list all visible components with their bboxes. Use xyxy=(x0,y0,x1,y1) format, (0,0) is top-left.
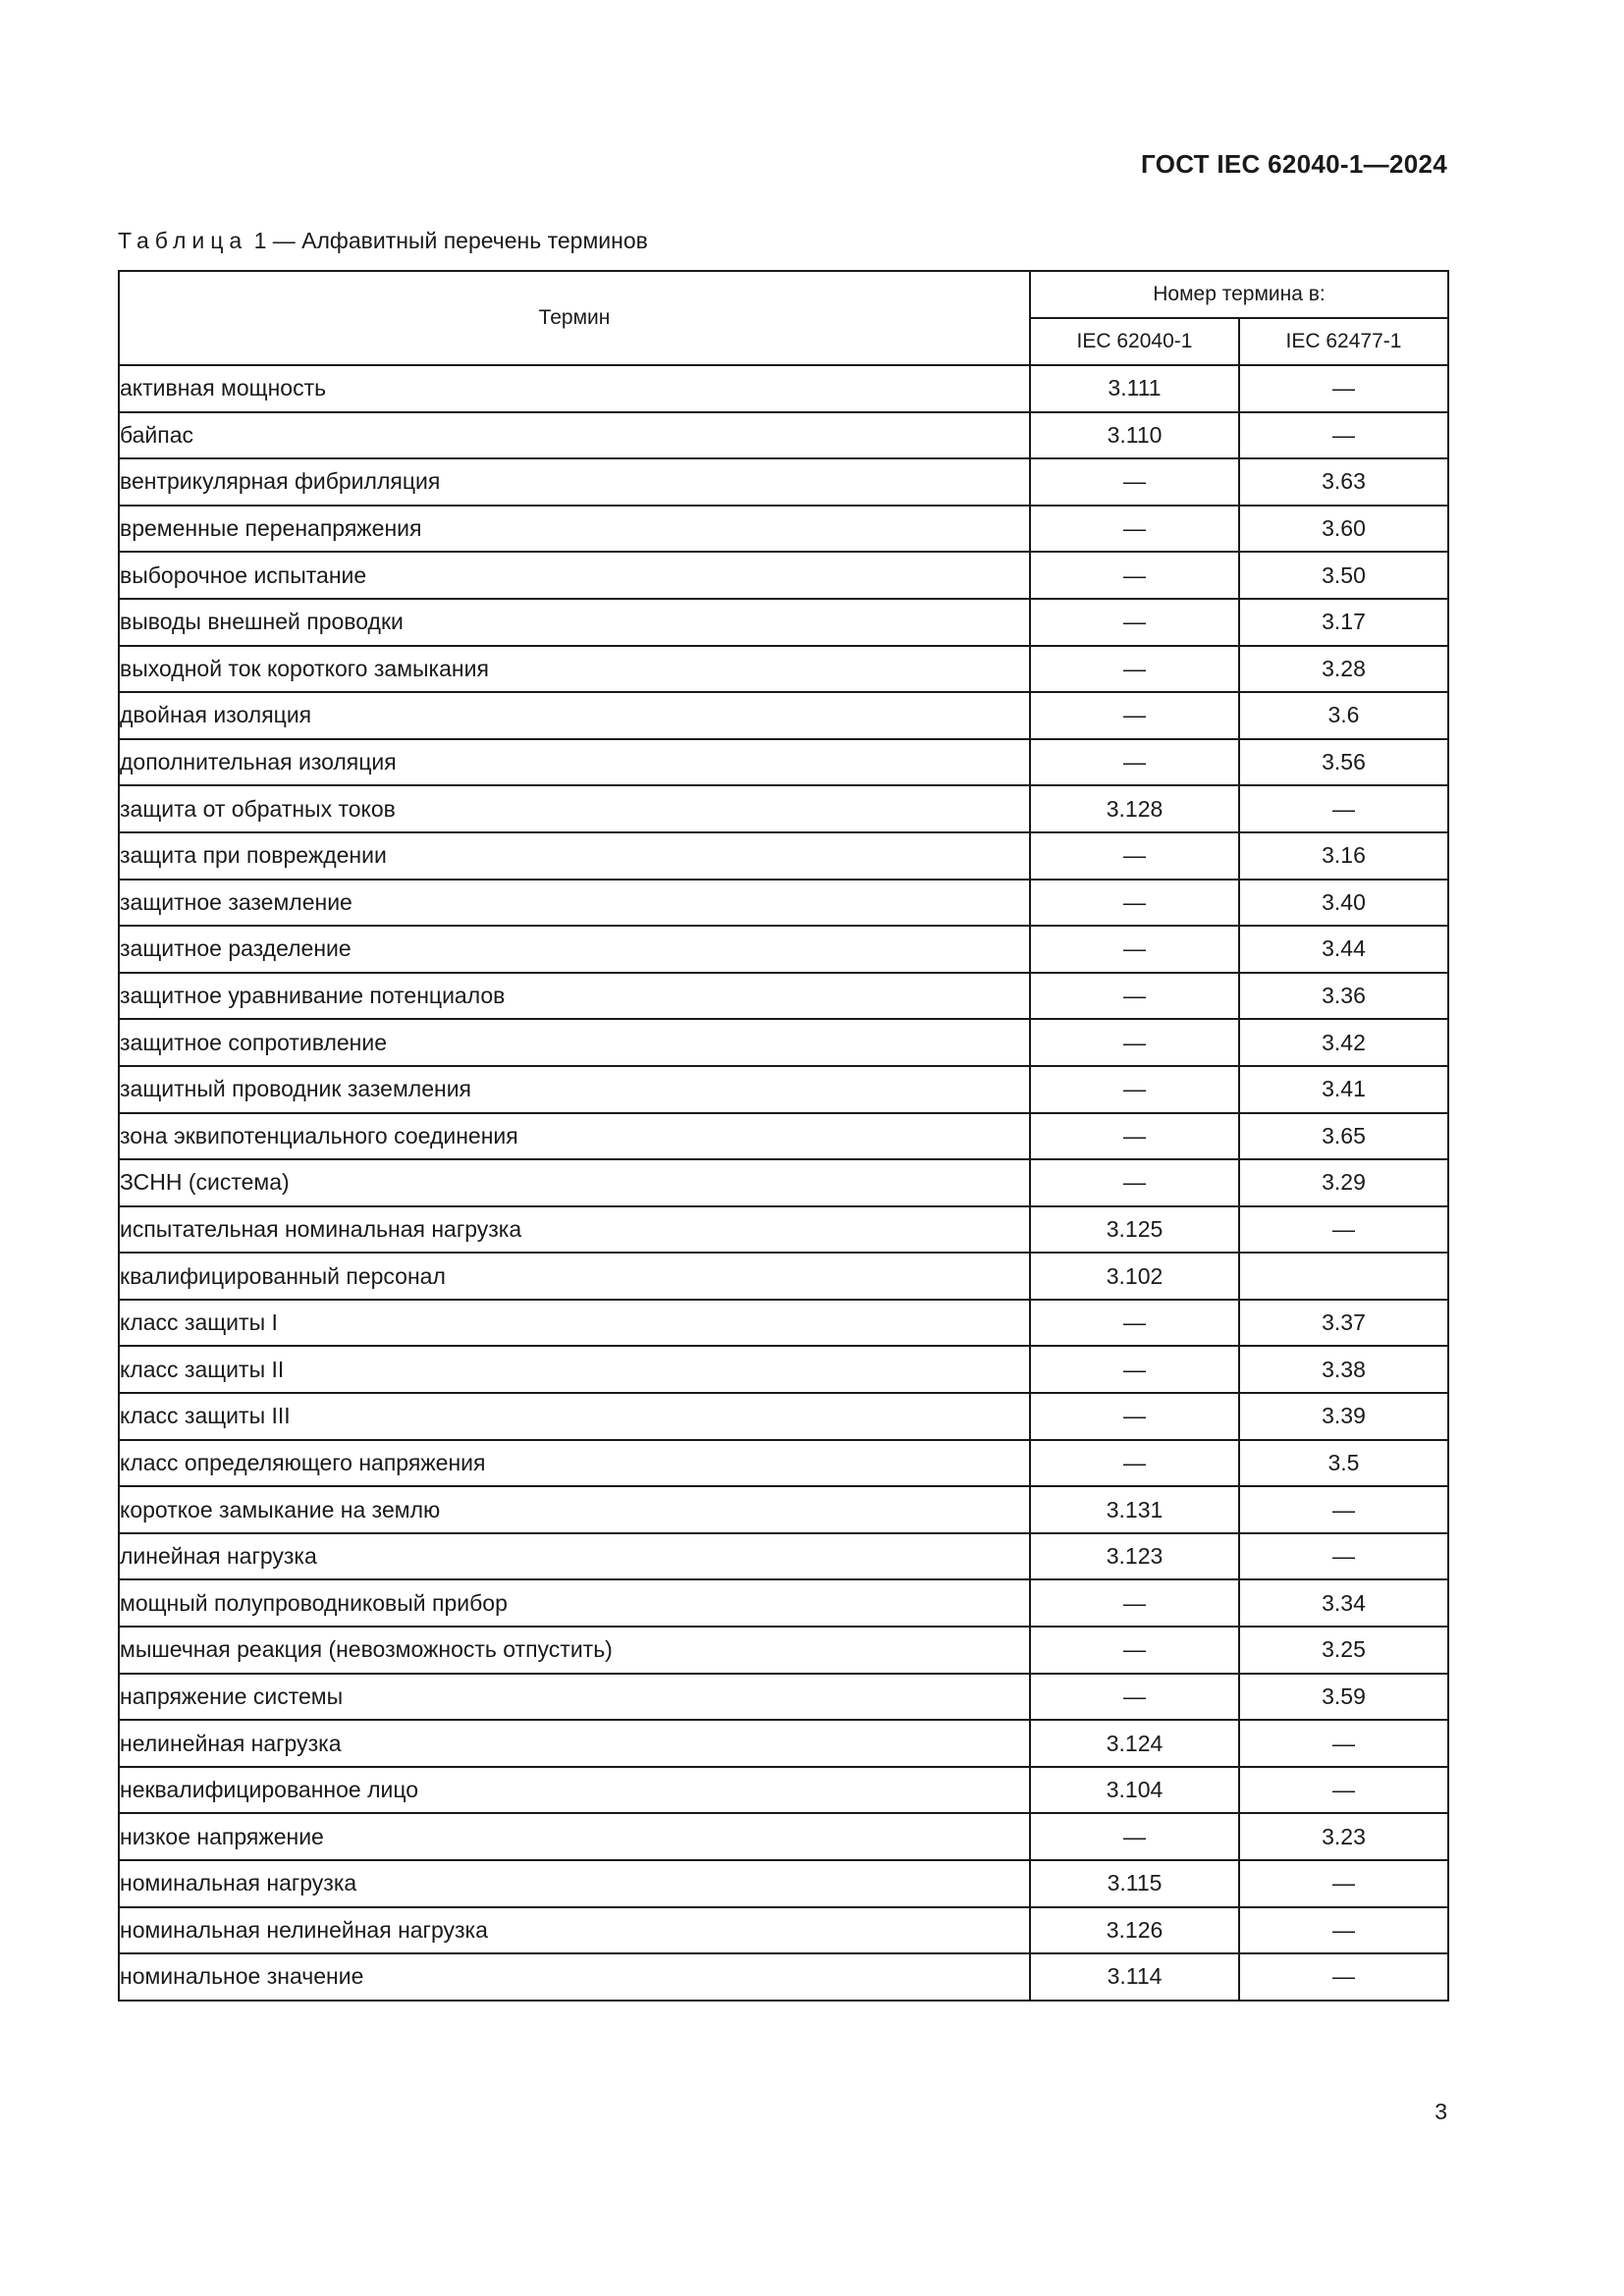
table-row xyxy=(119,926,1448,973)
table-row xyxy=(119,1206,1448,1254)
iec-62040-1-cell: — xyxy=(1030,1300,1239,1347)
table-row xyxy=(119,1253,1448,1300)
iec-62477-1-cell: — xyxy=(1239,785,1448,832)
table-row xyxy=(119,1159,1448,1206)
iec-62477-1-cell: 3.44 xyxy=(1239,926,1448,973)
iec-62040-1-cell: — xyxy=(1030,1674,1239,1721)
term-cell: класс защиты I xyxy=(119,1300,1030,1347)
iec-62040-1-cell: — xyxy=(1030,1019,1239,1066)
term-cell: защитное уравнивание потенциалов xyxy=(119,973,1030,1020)
table-row xyxy=(119,1813,1448,1860)
iec-62040-1-cell: — xyxy=(1030,1579,1239,1627)
term-cell: вентрикулярная фибрилляция xyxy=(119,458,1030,506)
term-cell: зона эквипотенциального соединения xyxy=(119,1113,1030,1160)
term-cell: испытательная номинальная нагрузка xyxy=(119,1206,1030,1254)
iec-62477-1-cell: — xyxy=(1239,1953,1448,2001)
iec-62477-1-cell: — xyxy=(1239,1533,1448,1580)
term-cell: номинальная нелинейная нагрузка xyxy=(119,1907,1030,1954)
table-row xyxy=(119,1346,1448,1393)
term-cell: защитное разделение xyxy=(119,926,1030,973)
iec-62040-1-cell: — xyxy=(1030,880,1239,927)
iec-62477-1-cell: 3.16 xyxy=(1239,832,1448,880)
terms-table xyxy=(118,270,1449,2002)
table-row xyxy=(119,1393,1448,1440)
iec-62477-1-cell: 3.40 xyxy=(1239,880,1448,927)
term-cell: защитное заземление xyxy=(119,880,1030,927)
term-cell: выходной ток короткого замыкания xyxy=(119,646,1030,693)
iec-62477-1-cell: 3.34 xyxy=(1239,1579,1448,1627)
column-header-iec-62040-1: IEC 62040-1 xyxy=(1030,318,1239,365)
term-cell: временные перенапряжения xyxy=(119,506,1030,553)
table-row xyxy=(119,1440,1448,1487)
iec-62040-1-cell: — xyxy=(1030,458,1239,506)
iec-62040-1-cell: 3.125 xyxy=(1030,1206,1239,1254)
term-cell: класс определяющего напряжения xyxy=(119,1440,1030,1487)
table-body xyxy=(119,365,1448,2001)
table-caption-label: Таблица xyxy=(118,228,248,253)
iec-62040-1-cell: — xyxy=(1030,646,1239,693)
term-cell: выводы внешней проводки xyxy=(119,599,1030,646)
iec-62040-1-cell: — xyxy=(1030,739,1239,786)
iec-62477-1-cell: 3.42 xyxy=(1239,1019,1448,1066)
iec-62477-1-cell: 3.37 xyxy=(1239,1300,1448,1347)
iec-62040-1-cell: 3.114 xyxy=(1030,1953,1239,2001)
iec-62477-1-cell: — xyxy=(1239,412,1448,459)
iec-62040-1-cell: 3.115 xyxy=(1030,1860,1239,1907)
term-cell: номинальная нагрузка xyxy=(119,1860,1030,1907)
table-row xyxy=(119,1720,1448,1767)
term-cell: защита от обратных токов xyxy=(119,785,1030,832)
iec-62477-1-cell: 3.17 xyxy=(1239,599,1448,646)
iec-62040-1-cell: — xyxy=(1030,832,1239,880)
iec-62040-1-cell: — xyxy=(1030,1159,1239,1206)
table-row xyxy=(119,365,1448,412)
table-row xyxy=(119,1907,1448,1954)
iec-62040-1-cell: 3.124 xyxy=(1030,1720,1239,1767)
table-row xyxy=(119,412,1448,459)
term-cell: нелинейная нагрузка xyxy=(119,1720,1030,1767)
standard-designation: ГОСТ IEC 62040-1—2024 xyxy=(1141,149,1447,179)
table-row xyxy=(119,785,1448,832)
iec-62477-1-cell: — xyxy=(1239,1907,1448,1954)
table-row xyxy=(119,599,1448,646)
term-cell: напряжение системы xyxy=(119,1674,1030,1721)
table-row xyxy=(119,1533,1448,1580)
table-row xyxy=(119,1767,1448,1814)
table-row xyxy=(119,1627,1448,1674)
term-cell: выборочное испытание xyxy=(119,552,1030,599)
iec-62477-1-cell: — xyxy=(1239,1767,1448,1814)
column-header-term: Термин xyxy=(119,271,1030,365)
iec-62477-1-cell: 3.5 xyxy=(1239,1440,1448,1487)
iec-62040-1-cell: — xyxy=(1030,552,1239,599)
iec-62040-1-cell: — xyxy=(1030,1627,1239,1674)
table-caption xyxy=(118,228,648,254)
iec-62040-1-cell: — xyxy=(1030,1066,1239,1113)
term-cell: активная мощность xyxy=(119,365,1030,412)
iec-62040-1-cell: 3.131 xyxy=(1030,1486,1239,1533)
iec-62477-1-cell: 3.59 xyxy=(1239,1674,1448,1721)
term-cell: байпас xyxy=(119,412,1030,459)
iec-62040-1-cell: — xyxy=(1030,1813,1239,1860)
iec-62477-1-cell: 3.25 xyxy=(1239,1627,1448,1674)
term-cell: ЗСНН (система) xyxy=(119,1159,1030,1206)
iec-62040-1-cell: 3.110 xyxy=(1030,412,1239,459)
column-header-iec-62477-1: IEC 62477-1 xyxy=(1239,318,1448,365)
term-cell: линейная нагрузка xyxy=(119,1533,1030,1580)
iec-62040-1-cell: — xyxy=(1030,1440,1239,1487)
table-row xyxy=(119,458,1448,506)
iec-62477-1-cell: 3.38 xyxy=(1239,1346,1448,1393)
table-row xyxy=(119,1019,1448,1066)
table-row xyxy=(119,880,1448,927)
term-cell: класс защиты II xyxy=(119,1346,1030,1393)
term-cell: мощный полупроводниковый прибор xyxy=(119,1579,1030,1627)
iec-62477-1-cell xyxy=(1239,1253,1448,1300)
term-cell: класс защиты III xyxy=(119,1393,1030,1440)
iec-62040-1-cell: — xyxy=(1030,1346,1239,1393)
table-row xyxy=(119,1066,1448,1113)
table-row xyxy=(119,1953,1448,2001)
iec-62040-1-cell: 3.102 xyxy=(1030,1253,1239,1300)
term-cell: низкое напряжение xyxy=(119,1813,1030,1860)
iec-62477-1-cell: 3.6 xyxy=(1239,692,1448,739)
term-cell: неквалифицированное лицо xyxy=(119,1767,1030,1814)
iec-62040-1-cell: — xyxy=(1030,1393,1239,1440)
iec-62040-1-cell: — xyxy=(1030,973,1239,1020)
iec-62040-1-cell: 3.128 xyxy=(1030,785,1239,832)
table-row xyxy=(119,973,1448,1020)
iec-62477-1-cell: — xyxy=(1239,1860,1448,1907)
column-header-group: Номер термина в: xyxy=(1030,271,1448,318)
term-cell: дополнительная изоляция xyxy=(119,739,1030,786)
iec-62477-1-cell: — xyxy=(1239,1720,1448,1767)
term-cell: номинальное значение xyxy=(119,1953,1030,2001)
iec-62477-1-cell: 3.41 xyxy=(1239,1066,1448,1113)
iec-62477-1-cell: 3.65 xyxy=(1239,1113,1448,1160)
iec-62477-1-cell: 3.36 xyxy=(1239,973,1448,1020)
table-row xyxy=(119,739,1448,786)
iec-62040-1-cell: 3.126 xyxy=(1030,1907,1239,1954)
iec-62040-1-cell: — xyxy=(1030,1113,1239,1160)
iec-62040-1-cell: — xyxy=(1030,506,1239,553)
iec-62477-1-cell: — xyxy=(1239,1486,1448,1533)
iec-62477-1-cell: 3.28 xyxy=(1239,646,1448,693)
term-cell: двойная изоляция xyxy=(119,692,1030,739)
iec-62477-1-cell: 3.23 xyxy=(1239,1813,1448,1860)
iec-62477-1-cell: 3.50 xyxy=(1239,552,1448,599)
table-row xyxy=(119,646,1448,693)
table-row xyxy=(119,1300,1448,1347)
iec-62477-1-cell: 3.29 xyxy=(1239,1159,1448,1206)
iec-62477-1-cell: 3.63 xyxy=(1239,458,1448,506)
table-row xyxy=(119,832,1448,880)
iec-62040-1-cell: — xyxy=(1030,692,1239,739)
term-cell: защитное сопротивление xyxy=(119,1019,1030,1066)
table-row xyxy=(119,1579,1448,1627)
table-row xyxy=(119,692,1448,739)
table-row xyxy=(119,1674,1448,1721)
iec-62477-1-cell: 3.60 xyxy=(1239,506,1448,553)
term-cell: квалифицированный персонал xyxy=(119,1253,1030,1300)
iec-62477-1-cell: — xyxy=(1239,365,1448,412)
iec-62040-1-cell: 3.111 xyxy=(1030,365,1239,412)
iec-62040-1-cell: 3.104 xyxy=(1030,1767,1239,1814)
page-number: 3 xyxy=(1435,2099,1447,2124)
table-row xyxy=(119,552,1448,599)
iec-62477-1-cell: 3.56 xyxy=(1239,739,1448,786)
term-cell: защитный проводник заземления xyxy=(119,1066,1030,1113)
table-row xyxy=(119,506,1448,553)
term-cell: короткое замыкание на землю xyxy=(119,1486,1030,1533)
table-row xyxy=(119,1113,1448,1160)
iec-62477-1-cell: 3.39 xyxy=(1239,1393,1448,1440)
table-row xyxy=(119,1486,1448,1533)
table-caption-text: 1 — Алфавитный перечень терминов xyxy=(253,228,648,253)
iec-62040-1-cell: 3.123 xyxy=(1030,1533,1239,1580)
term-cell: мышечная реакция (невозможность отпустить) xyxy=(119,1627,1030,1674)
iec-62040-1-cell: — xyxy=(1030,926,1239,973)
iec-62040-1-cell: — xyxy=(1030,599,1239,646)
table-row xyxy=(119,1860,1448,1907)
term-cell: защита при повреждении xyxy=(119,832,1030,880)
iec-62477-1-cell: — xyxy=(1239,1206,1448,1254)
